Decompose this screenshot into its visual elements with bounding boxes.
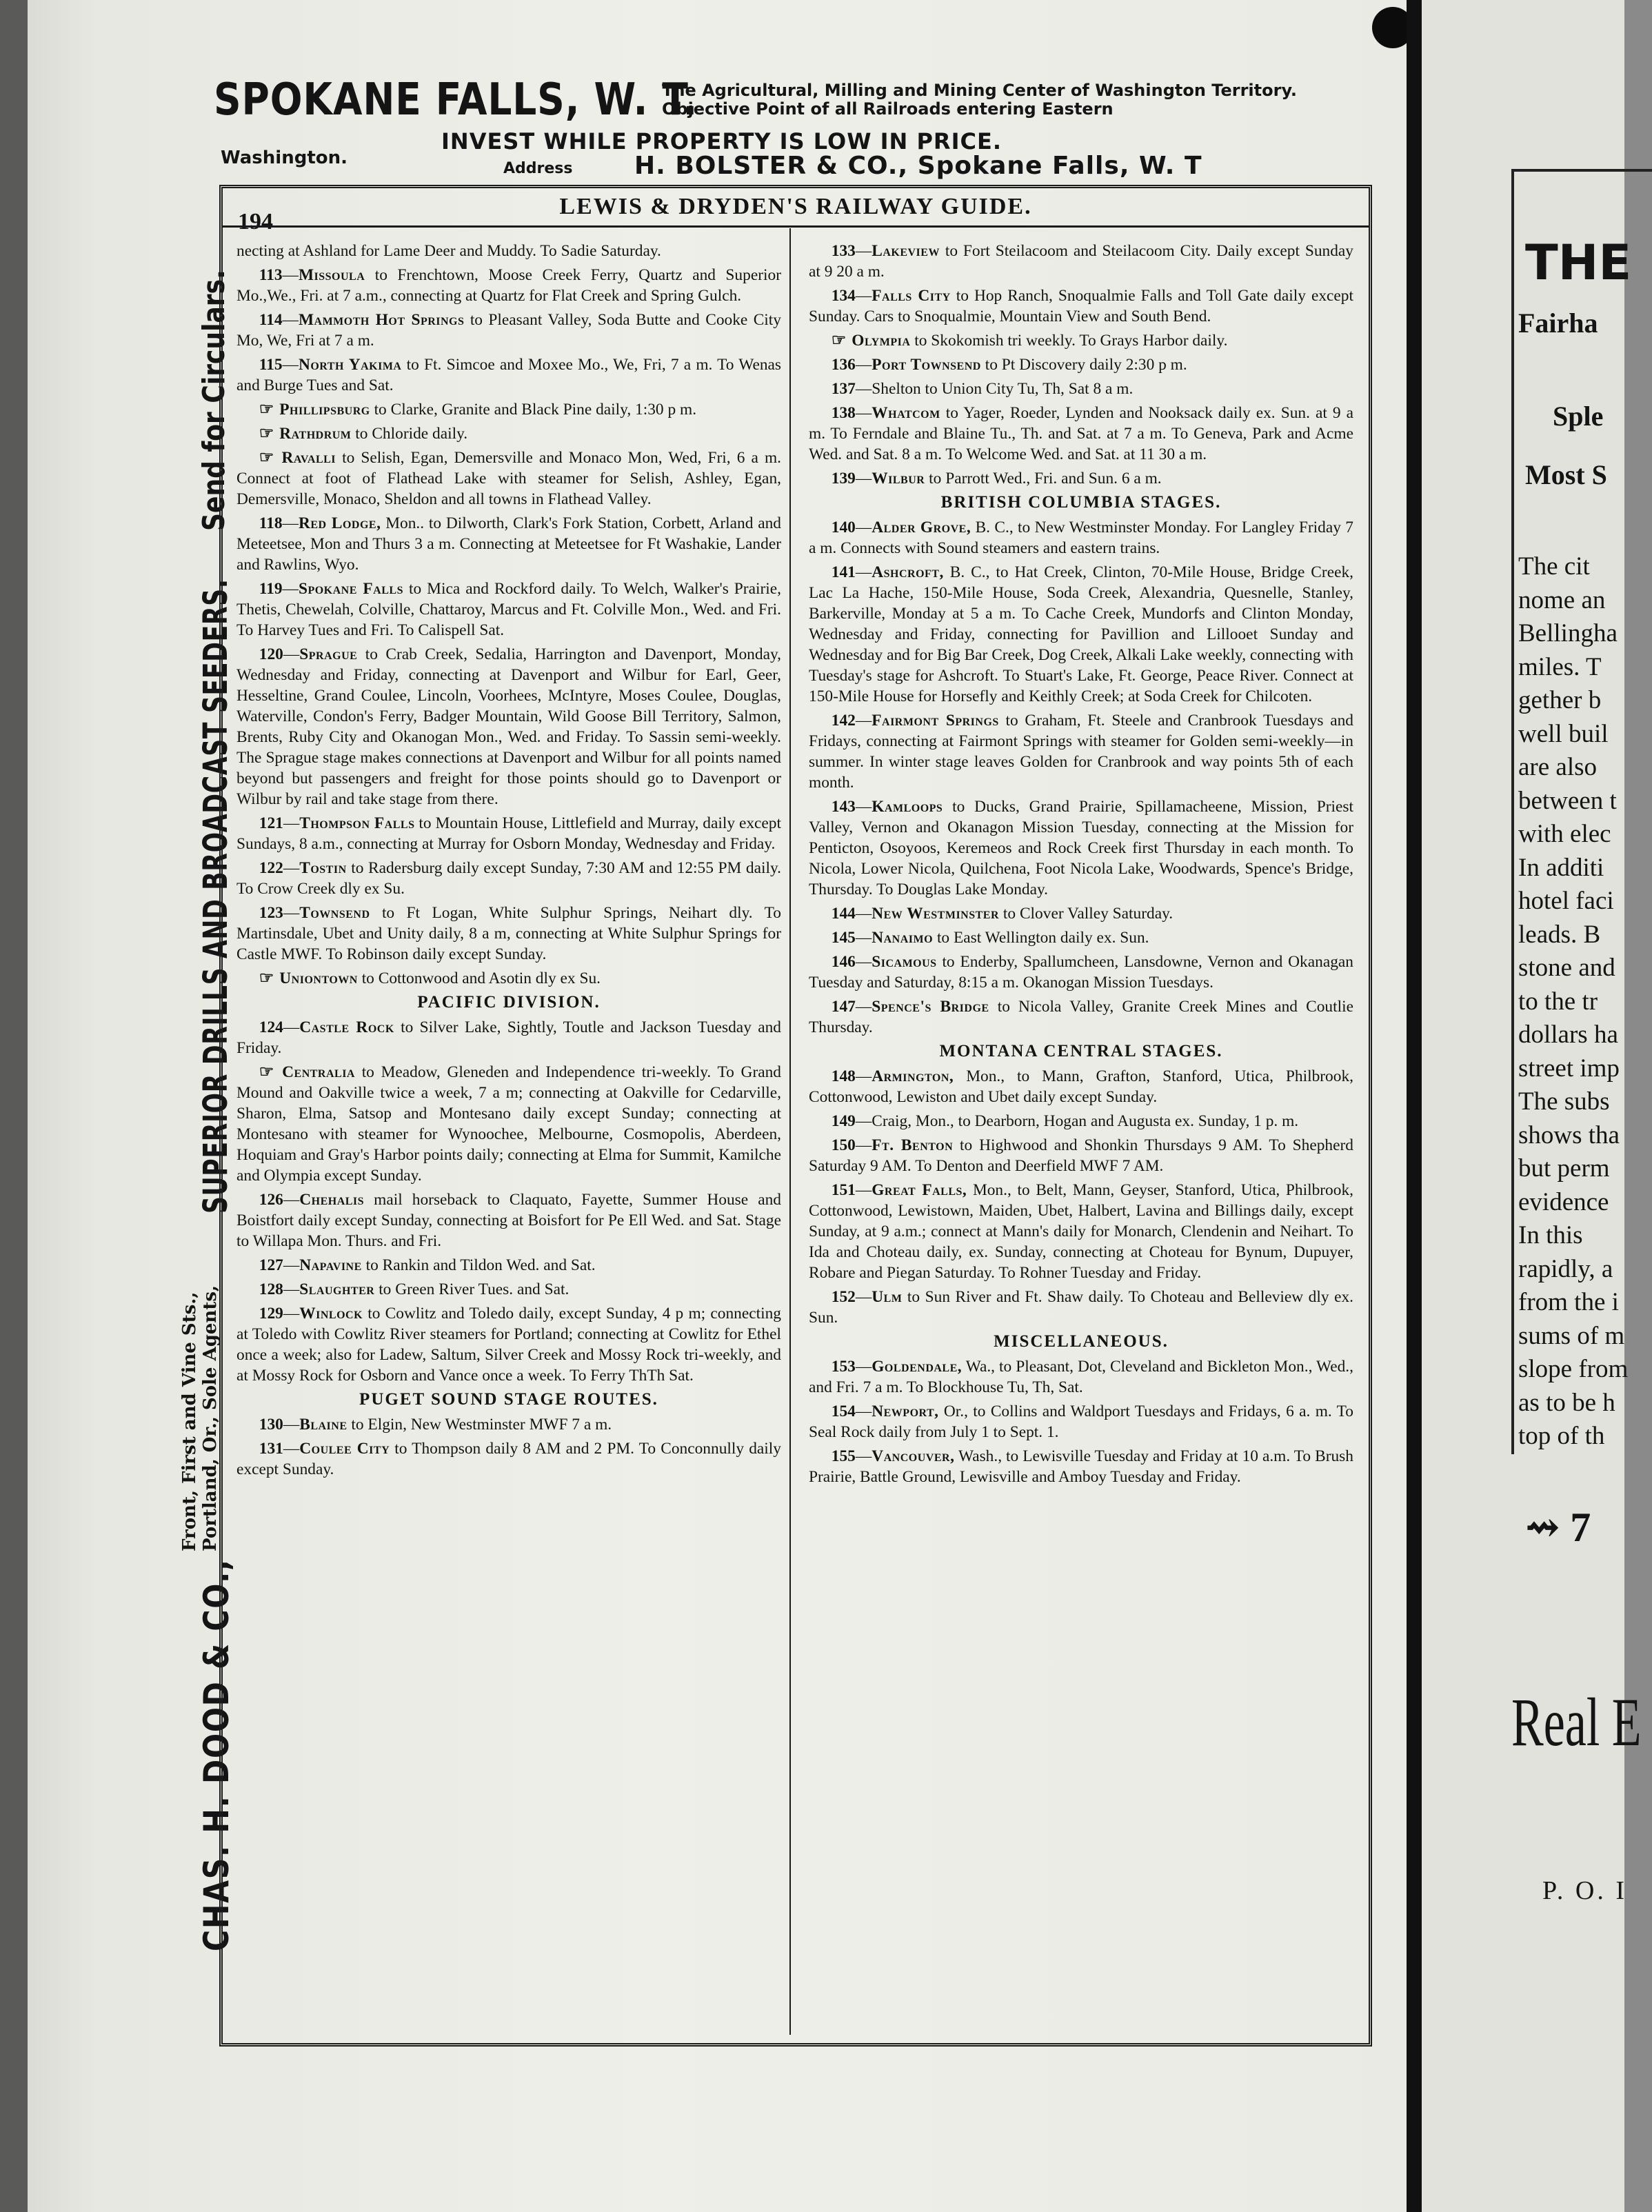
- route-description: to Highwood and Shonkin Thursdays 9 AM. To Shepherd Saturday 9 AM. To Denton and Deerfield MWF 7 AM.: [809, 1136, 1353, 1175]
- pointing-hand-icon: ☞: [259, 1063, 281, 1081]
- route-entry: 147—Spence's Bridge to Nicola Valley, Granite Creek Mines and Coutlie Thursday.: [809, 998, 1353, 1036]
- facing-body-line: as to be h: [1518, 1388, 1615, 1417]
- route-entry: [236, 399, 781, 420]
- side-ad-streets-line: Front, First and Vine Sts.,: [179, 1291, 200, 1551]
- facing-body-line: Bellingha: [1518, 619, 1618, 647]
- route-description: to Radersburg daily except Sunday, 7:30 AM and 12:55 PM daily. To Crow Creek dly ex Su.: [236, 859, 781, 898]
- route-entry: 119—Spokane Falls to Mica and Rockford daily. To Welch, Walker's Prairie, Thetis, Chewelah, Colville, Chattaroy, Marcus and Ft. Colville Mon., Wed. and Fri. To Harvey Tues and Fri. To Calispell Sat.: [236, 580, 781, 639]
- route-entry: [809, 330, 1353, 351]
- route-entry: [236, 448, 781, 510]
- route-origin: Great Falls,: [872, 1181, 967, 1199]
- route-origin: Rathdrum: [279, 425, 352, 443]
- header-address-label: Address: [503, 160, 573, 177]
- running-title: LEWIS & DRYDEN'S RAILWAY GUIDE.: [559, 194, 1032, 219]
- pointing-hand-icon: ☞: [259, 449, 281, 467]
- route-description: to Meadow, Gleneden and Independence tri-weekly. To Grand Mound and Oakville twice a week, 7 a m; connecting at Oakville for Cedarville, Sharon, Elma, Satsop and Montesano daily except Sunday; connecting at Montesano with steamer for Wynoochee, Melbourne, Cosmopolis, Aberdeen, Hoquiam and Gray's Harbor points daily; connecting at Elma for Summit, Kamilche and Olympia except Sunday.: [236, 1063, 782, 1185]
- route-origin: Chehalis: [299, 1191, 365, 1209]
- route-number: 128: [259, 1280, 283, 1298]
- route-description: mail horseback to Claquato, Fayette, Summer House and Boistfort daily except Sunday, connecting at Boisfort for Pe Ell Wed. and Sat. Stage to Willapa Mon. Thurs. and Fri.: [236, 1191, 781, 1250]
- route-number: 123: [259, 904, 283, 922]
- side-ad-cta: Send for Circulars.: [197, 270, 232, 531]
- right-column: [809, 241, 1353, 1491]
- route-origin: Blaine: [299, 1416, 347, 1434]
- left-column: [236, 241, 781, 1483]
- facing-body-line: The subs: [1518, 1087, 1610, 1116]
- route-number: 133: [831, 242, 856, 260]
- route-origin: Kamloops: [872, 798, 943, 816]
- route-description: to Cowlitz and Toledo daily, except Sunday, 4 p m; connecting at Toledo with Cowlitz River steamers for Portland; connecting at Cowlitz for Ethel once a week; also for Ladew, Saltum, Silver Creek and Mossy Rock tri-weekly, and at Mossy Rock for Osborn and Vance once a week. To Ferry ThTh Sat.: [236, 1305, 781, 1385]
- route-origin: Centralia: [282, 1063, 355, 1081]
- route-origin: Ashcroft,: [872, 563, 944, 581]
- route-description: to Ducks, Grand Prairie, Spillamacheene, Mission, Priest Valley, Vernon and Okanagon Mission Tuesday, connecting at the Mission for Penticton, Osoyoos, Keremeos and Rock Creek first Thursday in each month. To Nicola, Lower Nicola, Quilchena, Foot Nicola Lake, Woodwards, Spence's Bridge, Thursday. To Douglas Lake Monday.: [809, 798, 1353, 898]
- route-origin: Uniontown: [279, 969, 358, 987]
- facing-subheading: Most S: [1525, 459, 1607, 490]
- route-entry: [236, 241, 781, 261]
- facing-page: [1422, 0, 1642, 2212]
- route-description: to Skokomish tri weekly. To Grays Harbor daily.: [914, 332, 1228, 350]
- facing-body-line: to the tr: [1518, 987, 1598, 1016]
- route-entry: 149—Craig, Mon., to Dearborn, Hogan and Augusta ex. Sunday, 1 p. m.: [831, 1112, 1299, 1130]
- facing-body-line: evidence: [1518, 1187, 1609, 1216]
- route-origin: Olympia: [852, 332, 911, 350]
- route-entry: 127—Napavine to Rankin and Tildon Wed. and Sat.: [259, 1256, 596, 1274]
- route-number: 124: [259, 1018, 283, 1036]
- facing-body-line: top of th: [1518, 1422, 1605, 1450]
- route-origin: Fairmont Springs: [872, 712, 999, 730]
- route-origin: Spokane Falls: [298, 580, 403, 598]
- route-description: Or., to Collins and Waldport Tuesdays and Fridays, 6 a. m. To Seal Rock daily from July 1 to Sept. 1.: [809, 1402, 1353, 1441]
- pointing-hand-icon: ☞: [259, 425, 279, 443]
- route-description: to East Wellington daily ex. Sun.: [936, 929, 1149, 947]
- route-origin: Winlock: [299, 1305, 363, 1323]
- header-state: Washington.: [221, 148, 347, 168]
- side-ad-product: SUPERIOR DRILLS AND BROADCAST SEEDERS.: [197, 579, 235, 1214]
- route-number: 114: [259, 311, 283, 329]
- route-entry: 137—Shelton to Union City Tu, Th, Sat 8 a m.: [831, 380, 1134, 398]
- route-description: to Silver Lake, Sightly, Toutle and Jackson Tuesday and Friday.: [236, 1018, 781, 1057]
- route-origin: Armington,: [872, 1067, 954, 1085]
- route-entry: 155—Vancouver, Wash., to Lewisville Tuesday and Friday at 10 a.m. To Brush Prairie, Battle Ground, Lewisville and Amboy Tuesday and Friday.: [809, 1447, 1353, 1486]
- route-number: 118: [259, 514, 283, 532]
- route-entry: 145—Nanaimo to East Wellington daily ex. Sun.: [831, 929, 1149, 947]
- route-number: 131: [259, 1440, 283, 1458]
- route-entry: 122—Tostin to Radersburg daily except Sunday, 7:30 AM and 12:55 PM daily. To Crow Creek dly ex Su.: [236, 859, 781, 898]
- route-number: 120: [259, 645, 283, 663]
- facing-real-estate: Real E: [1511, 1684, 1642, 1760]
- facing-body-line: are also: [1518, 753, 1598, 781]
- route-entry: 140—Alder Grove, B. C., to New Westminster Monday. For Langley Friday 7 a m. Connects with Sound steamers and eastern trains.: [809, 519, 1353, 557]
- route-origin: Ulm: [872, 1288, 903, 1306]
- route-entry: 121—Thompson Falls to Mountain House, Littlefield and Murray, daily except Sundays, 8 a.m., connecting at Murray for Osborn Monday, Wednesday and Friday.: [236, 814, 781, 853]
- route-entry: [236, 1062, 781, 1186]
- route-entry: 114—Mammoth Hot Springs to Pleasant Valley, Soda Butte and Cooke City Mo, We, Fri at 7 a m.: [236, 311, 781, 350]
- route-number: 129: [259, 1305, 283, 1323]
- route-origin: North Yakima: [298, 356, 402, 374]
- facing-body-line: nome an: [1518, 585, 1606, 614]
- route-description: to Chloride daily.: [355, 425, 468, 443]
- route-entry: 144—New Westminster to Clover Valley Saturday.: [831, 905, 1173, 923]
- route-number: 146: [831, 953, 856, 971]
- route-description: to Crab Creek, Sedalia, Harrington and Davenport, Monday, Wednesday and Friday, connecting at Davenport and Wilbur for Earl, Geer, Hesseltine, Grand Coulee, Lincoln, Voorhees, McIntyre, Moses Coulee, Douglas, Waterville, Condon's Ferry, Badger Mountain, Wild Goose Bill Territory, Salmon, Brents, Ruby City and Okanogan Mon., Wed. and Friday. To Sassin semi-weekly. The Sprague stage makes connections at Davenport and Wilbur for all points named beyond but passengers and freight for those points should go to Davenport or Wilbur by rail and take stage from there.: [236, 645, 781, 808]
- header-invest: INVEST WHILE PROPERTY IS LOW IN PRICE.: [441, 128, 1002, 154]
- route-description: to Graham, Ft. Steele and Cranbrook Tuesdays and Fridays, connecting at Fairmont Springs with steamer for Golden semi-weekly—in summer. In winter stage leaves Golden for Cranbrook and way points 5th of each month.: [809, 712, 1353, 792]
- route-number: 144: [831, 905, 856, 923]
- route-description: to Nicola Valley, Granite Creek Mines and Coutlie Thursday.: [809, 998, 1353, 1036]
- route-description: B. C., to Hat Creek, Clinton, 70-Mile House, Bridge Creek, Lac La Hache, 150-Mile House, Soda Creek, Alexandria, Quesnelle, Stanley, Barkerville, Monday at 5 a m. To Cache Creek, Mundorfs and Clinton Monday, Wednesday and Friday, connecting for Pavillion and Lillooet Sunday and Wednesday and for Big Bar Creek, Dog Creek, Alkali Lake weekly, connecting with Tuesday's stage for Ashcroft. To Stuart's Lake, Ft. George, Peace River. Connect at 150-Mile House for Horsefly and Keithly Creek; at Soda Creek for Chilcoten.: [809, 563, 1353, 705]
- section-heading: PUGET SOUND STAGE ROUTES.: [359, 1390, 658, 1409]
- route-origin: Sicamous: [872, 953, 937, 971]
- facing-body-line: with elec: [1518, 820, 1611, 848]
- facing-body-line: dollars ha: [1518, 1020, 1618, 1049]
- route-description: Mon., to Belt, Mann, Geyser, Stanford, Utica, Philbrook, Cottonwood, Lewistown, Maiden, Ubet, Halbert, Lavina and Billings daily, except Sunday, at 9 a.m.; connect at Mann's daily for Monarch, Clendenin and Neihart. To Ida and Choteau daily, ex. Sunday, connecting at Choteau for Bynum, Dupuyer, Robare and Piegan Saturday. To Rohner Tuesday and Friday.: [809, 1181, 1353, 1282]
- route-entry: 141—Ashcroft, B. C., to Hat Creek, Clinton, 70-Mile House, Bridge Creek, Lac La Hache, 150-Mile House, Soda Creek, Alexandria, Quesnelle, Stanley, Barkerville, Monday at 5 a m. To Cache Creek, Mundorfs and Clinton Monday, Wednesday and Friday, connecting for Pavillion and Lillooet Sunday and Wednesday and for Big Bar Creek, Dog Creek, Alkali Lake weekly, connecting with Tuesday's stage for Ashcroft. To Stuart's Lake, Ft. George, Peace River. Connect at 150-Mile House for Horsefly and Keithly Creek; at Soda Creek for Chilcoten.: [809, 563, 1353, 705]
- route-entry: 138—Whatcom to Yager, Roeder, Lynden and Nooksack daily ex. Sun. at 9 a m. To Ferndale and Blaine Tu., Th. and Sat. at 7 a m. To Geneva, Park and Acme Wed. and Sat. 8 a m. To Welcome Wed. and Sat. at 11 30 a m.: [809, 404, 1353, 463]
- route-description: Mon.. to Dilworth, Clark's Fork Station, Corbett, Arland and Meteetsee, Mon and Thurs 3 a m. Connecting at Meteetsee for Ft Washakie, Lander and Rawlins, Wyo.: [236, 514, 781, 574]
- scan-edge: [0, 0, 28, 2212]
- section-heading: MONTANA CENTRAL STAGES.: [939, 1042, 1223, 1060]
- route-description: Wash., to Lewisville Tuesday and Friday at 10 a.m. To Brush Prairie, Battle Ground, Lewisville and Amboy Tuesday and Friday.: [809, 1447, 1353, 1486]
- route-origin: New Westminster: [872, 905, 1000, 923]
- route-entry: 130—Blaine to Elgin, New Westminster MWF 7 a m.: [259, 1416, 612, 1434]
- pointing-hand-icon: ☞: [259, 969, 279, 987]
- route-number: 150: [831, 1136, 856, 1154]
- route-number: 155: [831, 1447, 856, 1465]
- route-number: 127: [259, 1256, 283, 1274]
- route-number: 134: [831, 287, 856, 305]
- route-origin: Whatcom: [872, 404, 940, 422]
- route-description: Shelton to Union City Tu, Th, Sat 8 a m.: [872, 380, 1134, 398]
- route-description: Wa., to Pleasant, Dot, Cleveland and Bickleton Mon., Wed., and Fri. 7 a m. To Blockhouse Tu, Th, Sat.: [809, 1358, 1353, 1396]
- facing-body-line: well buil: [1518, 719, 1609, 748]
- title-rule: [223, 225, 1369, 228]
- route-origin: Phillipsburg: [279, 401, 370, 419]
- facing-heading: THE: [1525, 234, 1632, 291]
- header-blurb: The Agricultural, Milling and Mining Center of Washington Territory. Objective Point of all Railroads entering Eastern: [662, 81, 1297, 119]
- facing-body-line: stone and: [1518, 954, 1615, 982]
- pointing-hand-icon: ☞: [831, 332, 851, 350]
- route-entry: 129—Winlock to Cowlitz and Toledo daily, except Sunday, 4 p m; connecting at Toledo with Cowlitz River steamers for Portland; connecting at Cowlitz for Ethel once a week; also for Ladew, Saltum, Silver Creek and Mossy Rock tri-weekly, and at Mossy Rock for Osborn and Vance once a week. To Ferry ThTh Sat.: [236, 1305, 781, 1385]
- route-description: to Ft Logan, White Sulphur Springs, Neihart dly. To Martinsdale, Ubet and Unity daily, 8 a m, connecting at White Sulphur Springs for Castle MWF. To Robinson daily except Sunday.: [236, 904, 781, 963]
- route-origin: Red Lodge,: [298, 514, 381, 532]
- route-description: to Hop Ranch, Snoqualmie Falls and Toll Gate daily except Sunday. Cars to Snoqualmie, Mountain View and South Bend.: [809, 287, 1353, 325]
- facing-body-line: The cit: [1518, 552, 1590, 581]
- route-number: 113: [259, 266, 283, 284]
- route-description: to Clarke, Granite and Black Pine daily, 1:30 p m.: [374, 401, 697, 419]
- route-origin: Lakeview: [872, 242, 940, 260]
- column-rule: [789, 228, 791, 2035]
- route-entry: 118—Red Lodge, Mon.. to Dilworth, Clark's Fork Station, Corbett, Arland and Meteetsee, Mon and Thurs 3 a m. Connecting at Meteetsee for Ft Washakie, Lander and Rawlins, Wyo.: [236, 514, 781, 574]
- section-heading: BRITISH COLUMBIA STAGES.: [940, 493, 1222, 512]
- route-entry: [236, 423, 781, 444]
- route-number: 139: [831, 470, 856, 487]
- route-description: to Ft. Simcoe and Moxee Mo., We, Fri, 7 a m. To Wenas and Burge Tues and Sat.: [236, 356, 782, 394]
- route-number: 154: [831, 1402, 856, 1420]
- route-description: to Thompson daily 8 AM and 2 PM. To Conconnully daily except Sunday.: [236, 1440, 781, 1478]
- route-entry: 146—Sicamous to Enderby, Spallumcheen, Lansdowne, Vernon and Okanagan Tuesday and Saturday, 8:15 a m. Okanogan Mission Tuesdays.: [809, 953, 1353, 992]
- facing-body-line: leads. B: [1518, 920, 1601, 949]
- route-number: 142: [831, 712, 856, 730]
- route-number: 151: [831, 1181, 856, 1199]
- route-entry: 131—Coulee City to Thompson daily 8 AM and 2 PM. To Conconnully daily except Sunday.: [236, 1440, 781, 1478]
- route-entry: 148—Armington, Mon., to Mann, Grafton, Stanford, Utica, Philbrook, Cottonwood, Lewiston and Ubet daily except Sunday.: [809, 1067, 1353, 1106]
- route-number: 122: [259, 859, 283, 877]
- facing-body-line: street imp: [1518, 1054, 1620, 1083]
- facing-body-line: gether b: [1518, 686, 1602, 714]
- pointing-hand-icon: ☞: [259, 401, 279, 419]
- route-origin: Sprague: [299, 645, 358, 663]
- route-description: Craig, Mon., to Dearborn, Hogan and Augusta ex. Sunday, 1 p. m.: [872, 1112, 1299, 1130]
- route-entry: 120—Sprague to Crab Creek, Sedalia, Harrington and Davenport, Monday, Wednesday and Friday, connecting at Davenport and Wilbur for Earl, Geer, Hesseltine, Grand Coulee, Lincoln, Voorhees, McIntyre, Moses Coulee, Douglas, Waterville, Condon's Ferry, Badger Mountain, Wild Goose Bill Territory, Salmon, Brents, Ruby City and Okanogan Mon., Wed. and Friday. To Sassin semi-weekly. The Sprague stage makes connections at Davenport and Wilbur for all points named beyond but passengers and freight for those points should go to Davenport or Wilbur by rail and take stage from there.: [236, 645, 781, 808]
- route-origin: Nanaimo: [872, 929, 934, 947]
- route-number: 137: [831, 380, 856, 398]
- route-description: to Mountain House, Littlefield and Murray, daily except Sundays, 8 a.m., connecting at Murray for Osborn Monday, Wednesday and Friday.: [236, 814, 781, 853]
- page-gutter: [1407, 0, 1422, 2212]
- route-description: to Parrott Wed., Fri. and Sun. 6 a m.: [929, 470, 1162, 487]
- route-number: 152: [831, 1288, 856, 1306]
- route-number: 130: [259, 1416, 283, 1434]
- route-entry: 126—Chehalis mail horseback to Claquato, Fayette, Summer House and Boistfort daily except Sunday, connecting at Boisfort for Pe Ell Wed. and Sat. Stage to Willapa Mon. Thurs. and Fri.: [236, 1191, 781, 1250]
- route-origin: Coulee City: [299, 1440, 390, 1458]
- route-number: 153: [831, 1358, 856, 1376]
- route-entry: 150—Ft. Benton to Highwood and Shonkin Thursdays 9 AM. To Shepherd Saturday 9 AM. To Denton and Deerfield MWF 7 AM.: [809, 1136, 1353, 1175]
- route-number: 121: [259, 814, 283, 832]
- header-agent: H. BOLSTER & CO., Spokane Falls, W. T: [634, 152, 1202, 180]
- facing-body-line: shows tha: [1518, 1120, 1620, 1149]
- route-entry: 151—Great Falls, Mon., to Belt, Mann, Geyser, Stanford, Utica, Philbrook, Cottonwood, Lewistown, Maiden, Ubet, Halbert, Lavina and Billings daily, except Sunday, at 9 a.m.; connect at Mann's daily for Monarch, Clendenin and Neihart. To Ida and Choteau daily, ex. Sunday, connecting at Choteau for Bynum, Dupuyer, Robare and Piegan Saturday. To Rohner Tuesday and Friday.: [809, 1181, 1353, 1282]
- page-number: 194: [238, 209, 273, 234]
- route-description: to Elgin, New Westminster MWF 7 a m.: [351, 1416, 612, 1434]
- route-number: 115: [259, 356, 283, 374]
- facing-body-line: between t: [1518, 786, 1617, 815]
- facing-subheading: Sple: [1553, 401, 1604, 432]
- facing-body-line: sums of m: [1518, 1321, 1625, 1350]
- route-entry: 152—Ulm to Sun River and Ft. Shaw daily. To Choteau and Belleview dly ex. Sun.: [809, 1288, 1353, 1327]
- route-description: B. C., to New Westminster Monday. For Langley Friday 7 a m. Connects with Sound steamers and eastern trains.: [809, 519, 1353, 557]
- route-entry: 142—Fairmont Springs to Graham, Ft. Steele and Cranbrook Tuesdays and Fridays, connecting at Fairmont Springs with steamer for Golden semi-weekly—in summer. In winter stage leaves Golden for Cranbrook and way points 5th of each month.: [809, 712, 1353, 792]
- route-origin: Slaughter: [299, 1280, 375, 1298]
- route-origin: Port Townsend: [872, 356, 981, 374]
- route-number: 136: [831, 356, 856, 374]
- route-number: 119: [259, 580, 283, 598]
- route-entry: 128—Slaughter to Green River Tues. and Sat.: [259, 1280, 570, 1298]
- route-entry: 136—Port Townsend to Pt Discovery daily 2:30 p m.: [831, 356, 1187, 374]
- route-origin: Napavine: [299, 1256, 362, 1274]
- route-description: to Sun River and Ft. Shaw daily. To Choteau and Belleview dly ex. Sun.: [809, 1288, 1353, 1327]
- facing-body-line: from the i: [1518, 1288, 1619, 1316]
- route-number: 141: [831, 563, 856, 581]
- route-origin: Missoula: [298, 266, 365, 284]
- route-description: necting at Ashland for Lame Deer and Muddy. To Sadie Saturday.: [236, 242, 661, 260]
- facing-body-line: In additi: [1518, 853, 1604, 882]
- route-origin: Vancouver,: [872, 1447, 955, 1465]
- route-origin: Ravalli: [281, 449, 336, 467]
- facing-body-line: In this: [1518, 1221, 1583, 1249]
- route-number: 148: [831, 1067, 856, 1085]
- route-description: to Selish, Egan, Demersville and Monaco Mon, Wed, Fri, 6 a m. Connect at foot of Flathead Lake with steamer for Selish, Ashley, Egan, Demersville, Monaco, Sheldon and all towns in Flathead Valley.: [236, 449, 781, 508]
- route-origin: Ft. Benton: [872, 1136, 954, 1154]
- route-entry: 134—Falls City to Hop Ranch, Snoqualmie Falls and Toll Gate daily except Sunday. Cars to Snoqualmie, Mountain View and South Bend.: [809, 287, 1353, 325]
- route-description: to Fort Steilacoom and Steilacoom City. Daily except Sunday at 9 20 a m.: [809, 242, 1353, 281]
- facing-body-line: miles. T: [1518, 652, 1602, 681]
- route-description: to Yager, Roeder, Lynden and Nooksack daily ex. Sun. at 9 a m. To Ferndale and Blaine Tu., Th. and Sat. at 7 a m. To Geneva, Park and Acme Wed. and Sat. 8 a m. To Welcome Wed. and Sat. at 11 30 a m.: [809, 404, 1353, 463]
- facing-subheading: Fairha: [1518, 308, 1598, 339]
- route-origin: Tostin: [299, 859, 347, 877]
- route-entry: [236, 968, 781, 989]
- facing-body-line: but perm: [1518, 1154, 1610, 1183]
- route-entry: 113—Missoula to Frenchtown, Moose Creek Ferry, Quartz and Superior Mo.,We., Fri. at 7 a.m., connecting at Quartz for Flat Creek and Spring Gulch.: [236, 266, 781, 305]
- header-city: SPOKANE FALLS, W. T.: [214, 74, 698, 125]
- route-number: 126: [259, 1191, 283, 1209]
- side-ad-streets: [179, 1285, 221, 1551]
- side-ad-company: CHAS. H. DOOD & CO.,: [197, 1558, 236, 1951]
- route-entry: 139—Wilbur to Parrott Wed., Fri. and Sun. 6 a m.: [831, 470, 1162, 487]
- route-entry: 133—Lakeview to Fort Steilacoom and Steilacoom City. Daily except Sunday at 9 20 a m.: [809, 242, 1353, 281]
- facing-po: P. O. I: [1542, 1876, 1628, 1905]
- route-description: to Enderby, Spallumcheen, Lansdowne, Vernon and Okanagan Tuesday and Saturday, 8:15 a m. Okanogan Mission Tuesdays.: [809, 953, 1353, 992]
- route-number: 140: [831, 519, 856, 536]
- route-entry: 124—Castle Rock to Silver Lake, Sightly, Toutle and Jackson Tuesday and Friday.: [236, 1018, 781, 1057]
- section-heading: MISCELLANEOUS.: [994, 1332, 1169, 1351]
- advertisement-header: [207, 74, 1351, 185]
- route-origin: Townsend: [299, 904, 370, 922]
- route-number: 138: [831, 404, 856, 422]
- facing-body-line: slope from: [1518, 1355, 1629, 1383]
- side-ad-streets-line: Portland, Or., Sole Agents,: [200, 1285, 221, 1551]
- route-entry: 143—Kamloops to Ducks, Grand Prairie, Spillamacheene, Mission, Priest Valley, Vernon and Okanagon Mission Tuesday, connecting at the Mission for Penticton, Osoyoos, Keremeos and Rock Creek first Thursday in each month. To Nicola, Lower Nicola, Quilchena, Foot Nicola Lake, Woodwards, Spence's Bridge, Thursday. To Douglas Lake Monday.: [809, 798, 1353, 898]
- route-entry: 154—Newport, Or., to Collins and Waldport Tuesdays and Fridays, 6 a. m. To Seal Rock daily from July 1 to Sept. 1.: [809, 1402, 1353, 1441]
- guide-page-frame: [219, 185, 1372, 2047]
- route-entry: 115—North Yakima to Ft. Simcoe and Moxee Mo., We, Fri, 7 a m. To Wenas and Burge Tues and Sat.: [236, 356, 782, 394]
- facing-body-line: rapidly, a: [1518, 1254, 1613, 1283]
- route-origin: Falls City: [872, 287, 951, 305]
- section-heading: PACIFIC DIVISION.: [417, 993, 601, 1012]
- route-description: to Green River Tues. and Sat.: [379, 1280, 570, 1298]
- route-description: to Mica and Rockford daily. To Welch, Walker's Prairie, Thetis, Chewelah, Colville, Chattaroy, Marcus and Ft. Colville Mon., Wed. and Fri. To Harvey Tues and Fri. To Calispell Sat.: [236, 580, 781, 639]
- route-origin: Spence's Bridge: [872, 998, 989, 1016]
- route-origin: Thompson Falls: [299, 814, 415, 832]
- route-description: to Cottonwood and Asotin dly ex Su.: [361, 969, 601, 987]
- route-description: to Rankin and Tildon Wed. and Sat.: [365, 1256, 596, 1274]
- route-origin: Wilbur: [872, 470, 925, 487]
- route-description: Mon., to Mann, Grafton, Stanford, Utica, Philbrook, Cottonwood, Lewiston and Ubet daily except Sunday.: [809, 1067, 1353, 1106]
- route-entry: 153—Goldendale, Wa., to Pleasant, Dot, Cleveland and Bickleton Mon., Wed., and Fri. 7 a m. To Blockhouse Tu, Th, Sat.: [809, 1358, 1353, 1396]
- route-origin: Alder Grove,: [872, 519, 971, 536]
- facing-body-line: hotel faci: [1518, 887, 1614, 915]
- route-description: to Pt Discovery daily 2:30 p m.: [985, 356, 1187, 374]
- route-number: 149: [831, 1112, 856, 1130]
- route-origin: Goldendale,: [872, 1358, 963, 1376]
- route-description: to Pleasant Valley, Soda Butte and Cooke City Mo, We, Fri at 7 a m.: [236, 311, 781, 350]
- route-description: to Clover Valley Saturday.: [1003, 905, 1173, 923]
- facing-ornament: ⇝ 7: [1525, 1505, 1591, 1550]
- route-number: 147: [831, 998, 856, 1016]
- route-origin: Castle Rock: [299, 1018, 394, 1036]
- route-number: 145: [831, 929, 856, 947]
- route-origin: Mammoth Hot Springs: [298, 311, 465, 329]
- route-origin: Newport,: [872, 1402, 939, 1420]
- route-description: to Frenchtown, Moose Creek Ferry, Quartz and Superior Mo.,We., Fri. at 7 a.m., connecting at Quartz for Flat Creek and Spring Gulch.: [236, 266, 781, 305]
- route-entry: 123—Townsend to Ft Logan, White Sulphur Springs, Neihart dly. To Martinsdale, Ubet and Unity daily, 8 a m, connecting at White Sulphur Springs for Castle MWF. To Robinson daily except Sunday.: [236, 904, 781, 963]
- route-number: 143: [831, 798, 856, 816]
